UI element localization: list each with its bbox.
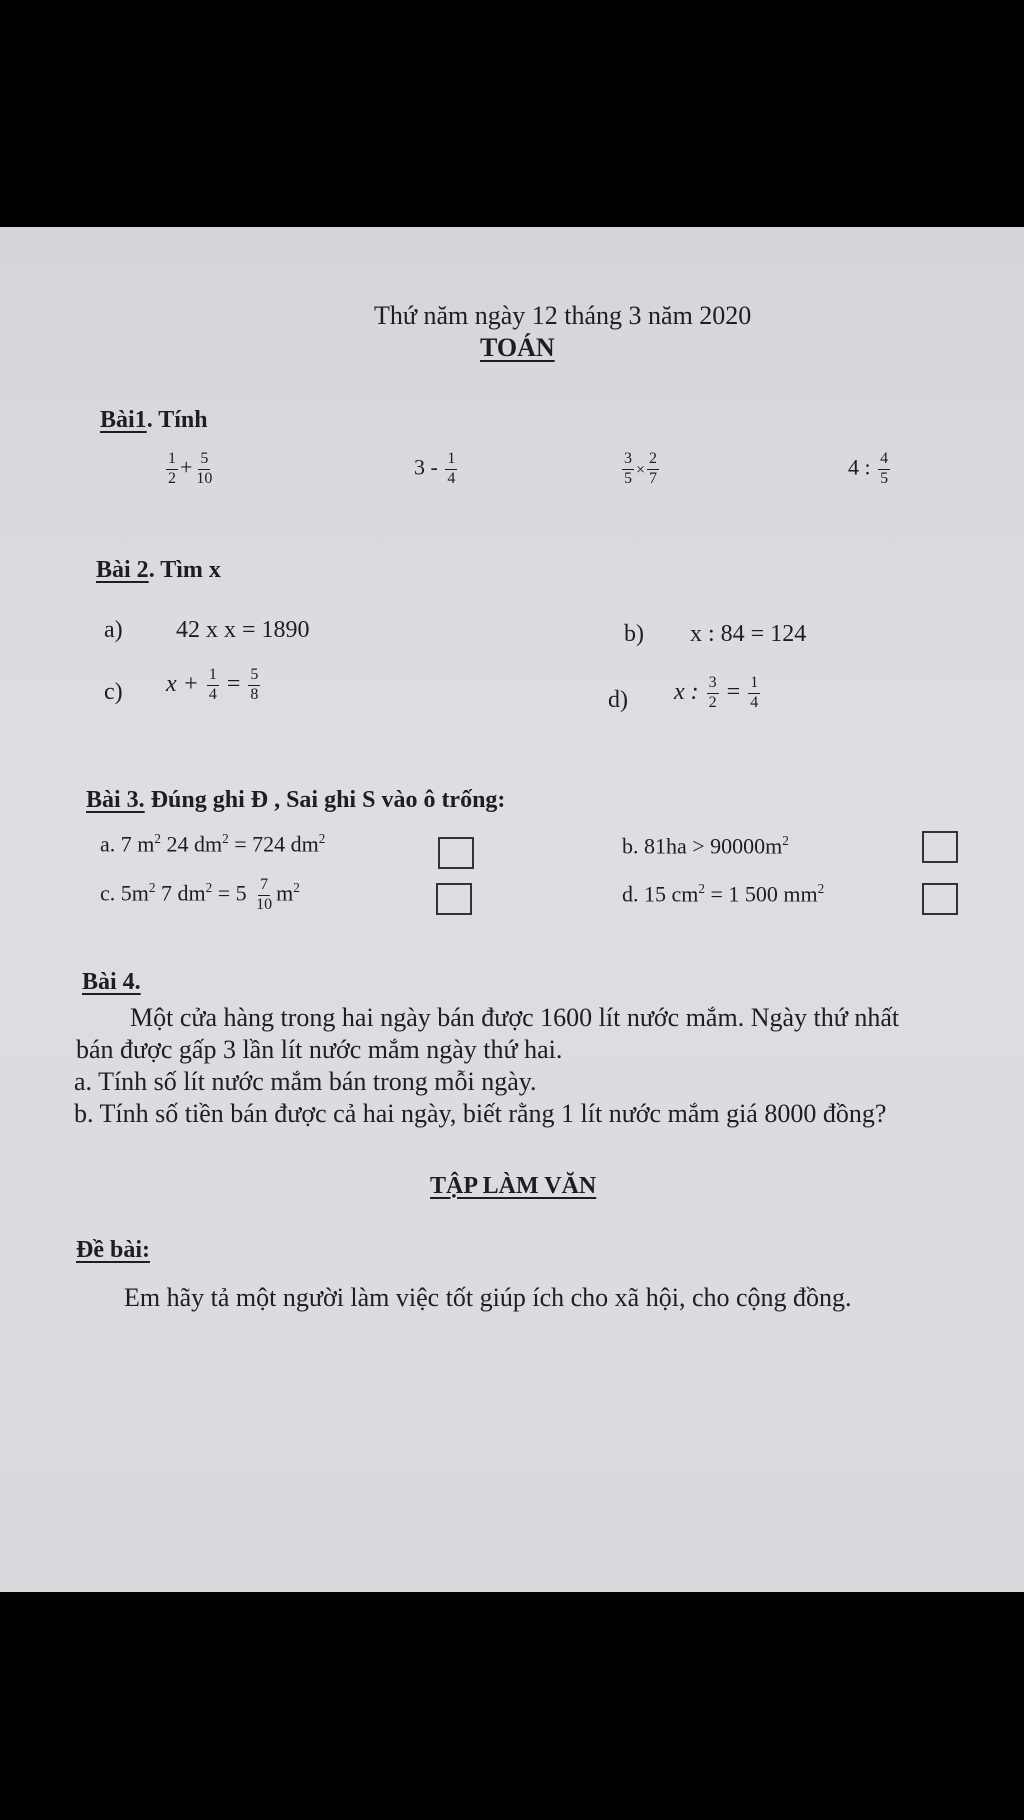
bai1-heading: Bài1. Tính [100, 407, 208, 433]
bai3-a-answer-box[interactable] [438, 837, 474, 869]
bai2-c-expr: x + $\frac{1}{4}$ = $\frac{5}{8}$ [166, 666, 259, 703]
bai2-d-label: d) [608, 687, 628, 713]
bai4-line-2: bán được gấp 3 lần lít nước mắm ngày thứ hai. [76, 1035, 563, 1064]
bai3-heading: Bài 3. Đúng ghi Đ , Sai ghi S vào ô trống: [86, 787, 506, 813]
bai3-c-answer-box[interactable] [436, 883, 472, 915]
bai3-b-answer-box[interactable] [922, 831, 958, 863]
bai2-b-label: b) [624, 621, 644, 647]
tlv-title: TẬP LÀM VĂN [430, 1173, 597, 1199]
bai3-a: a. 7 $m^2$ 24 $dm^2 = 724$ $dm^2$ [100, 831, 326, 857]
bai4-line-1: Một cửa hàng trong hai ngày bán được 1600 lít nước mắm. Ngày thứ nhất [130, 1003, 900, 1032]
worksheet-paper [0, 227, 1024, 1592]
bai2-b-expr: x : 84 = 124 [690, 621, 807, 647]
bai4-heading: Bài 4. [82, 969, 141, 995]
subject-title: TOÁN [480, 333, 555, 362]
bai1-item-2: 3 - $\frac{1}{4}$ [414, 450, 456, 487]
tlv-de-bai: Đề bài: [76, 1237, 150, 1263]
bai1-item-3: $\frac{3}{5}$ × $\frac{2}{7}$ [624, 450, 658, 487]
date-line: Thứ năm ngày 12 tháng 3 năm 2020 [374, 301, 752, 330]
bai2-a-expr: 42 x x = 1890 [176, 617, 310, 643]
bai4-line-4: b. Tính số tiền bán được cả hai ngày, biết rằng 1 lít nước mắm giá 8000 đồng? [74, 1099, 887, 1128]
bai1-item-4: 4 : $\frac{4}{5}$ [848, 450, 889, 487]
bai2-heading: Bài 2. Tìm x [96, 557, 221, 583]
bai3-b: b. $81ha > 90000m^2$ [622, 833, 789, 859]
bai2-a-label: a) [104, 617, 123, 643]
bai3-d-answer-box[interactable] [922, 883, 958, 915]
bai2-c-label: c) [104, 679, 123, 705]
bai2-d-expr: x : $\frac{3}{2}$ = $\frac{1}{4}$ [674, 674, 759, 711]
bai3-d: d. 15 $cm^2 = 1$ 500 $mm^2$ [622, 881, 825, 907]
bai1-item-1: $\frac{1}{2}$ + $\frac{5}{10}$ [168, 450, 213, 487]
tlv-prompt: Em hãy tả một người làm việc tốt giúp ích cho xã hội, cho cộng đồng. [124, 1283, 852, 1312]
bai3-c: c. $5m^2$ 7 $dm^2 = 5$ $\frac{7}{10}$ $m^2$ [100, 876, 300, 913]
bai4-line-3: a. Tính số lít nước mắm bán trong mỗi ngày. [74, 1067, 537, 1096]
